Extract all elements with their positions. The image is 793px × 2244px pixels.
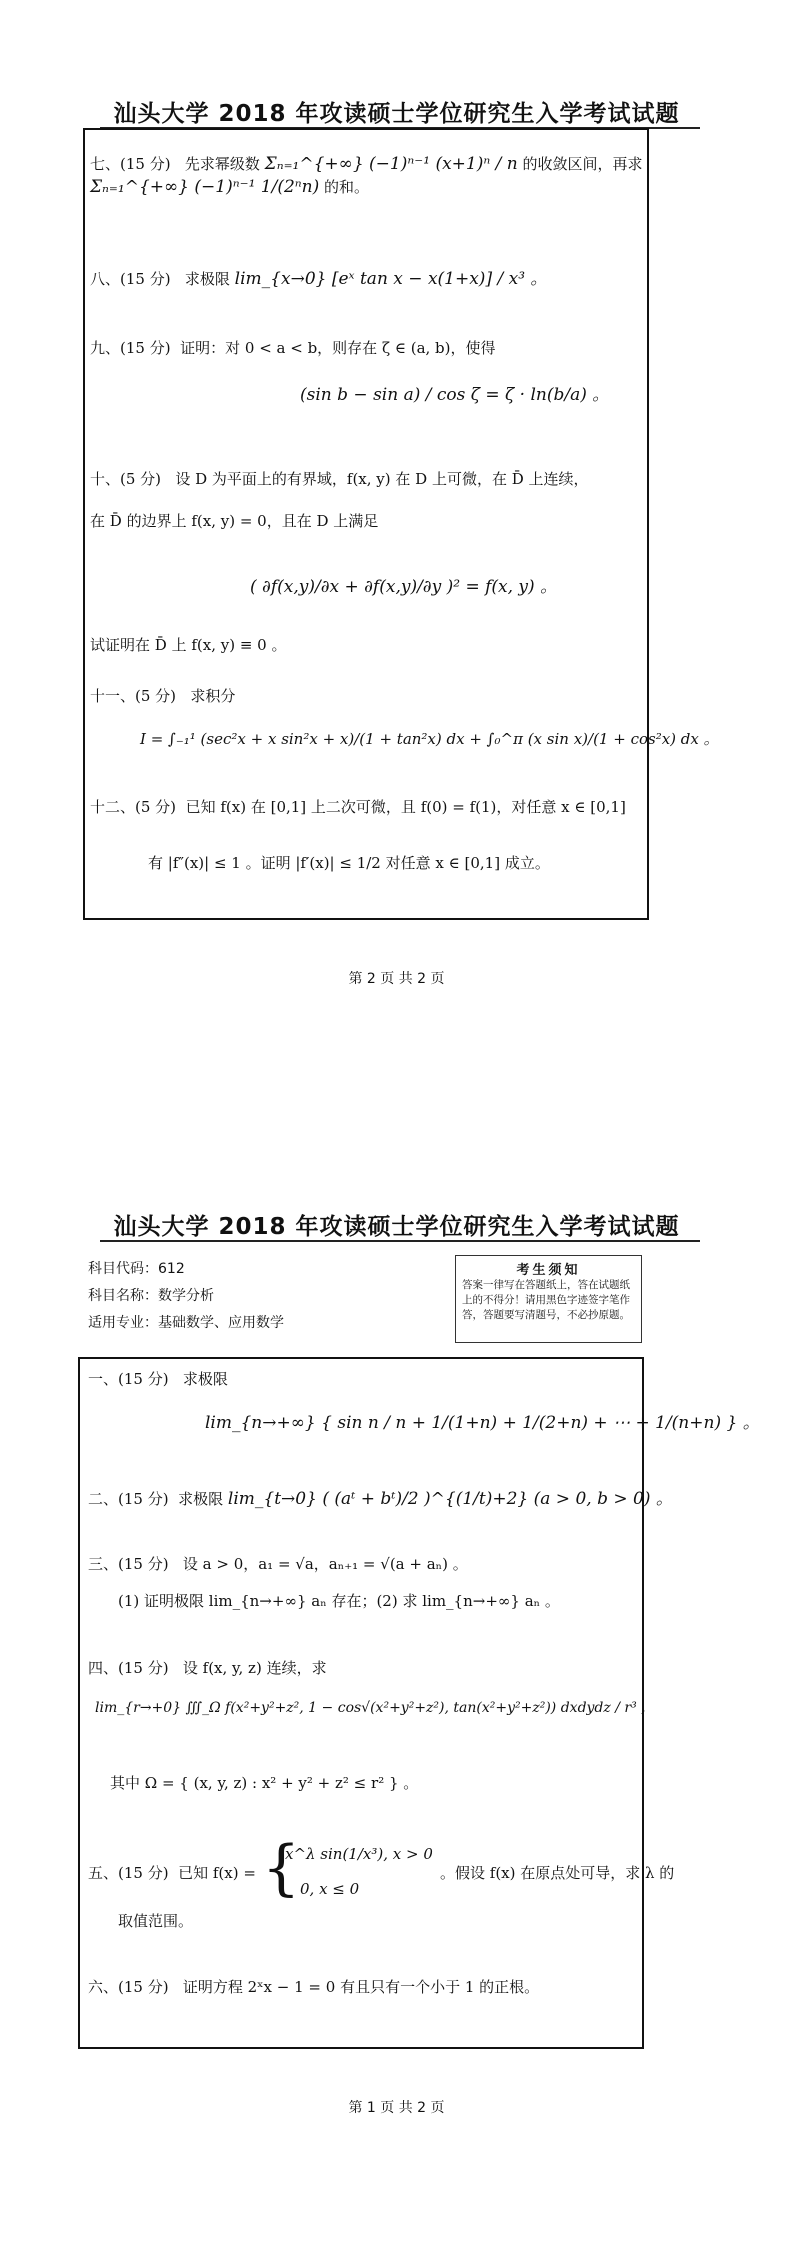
question-text: 设 a > 0，a₁ = √a，aₙ₊₁ = √(a + aₙ) 。: [182, 1555, 468, 1573]
question-10: [90, 468, 589, 490]
question-text: 求积分: [190, 687, 236, 705]
question-text: 试证明在 D̄ 上 f(x, y) ≡ 0 。: [90, 636, 287, 654]
question-text: 其中 Ω = { (x, y, z) : x² + y² + z² ≤ r² } 。: [110, 1774, 419, 1792]
question-label: 三、(15 分): [88, 1555, 169, 1573]
question-text: 求极限: [184, 270, 230, 288]
question-text: 已知 f(x) =: [178, 1864, 256, 1882]
question-4: [88, 1657, 327, 1679]
question-5: [88, 1862, 256, 1884]
question-label: 六、(15 分): [88, 1978, 169, 1996]
question-label: 八、(15 分): [90, 270, 171, 288]
question-8: [90, 268, 547, 290]
formula: Σₙ₌₁^{+∞} (−1)ⁿ⁻¹ 1/(2ⁿn): [90, 177, 320, 197]
question-text: 先求幂级数: [184, 155, 260, 173]
question-text: 的收敛区间，再求: [522, 155, 643, 173]
notice-title: 考生须知: [516, 1263, 581, 1278]
question-text: 证明：对 0 < a < b，则存在 ζ ∈ (a, b)，使得: [180, 339, 496, 357]
question-9: [90, 337, 496, 359]
subject-code: 科目代码：612: [88, 1261, 185, 1277]
formula: Σₙ₌₁^{+∞} (−1)ⁿ⁻¹ (x+1)ⁿ / n: [264, 154, 518, 174]
question-3-sub: (1) 证明极限 lim_{n→+∞} aₙ 存在；(2) 求 lim_{n→+∞} aₙ 。: [118, 1592, 560, 1610]
question-7-cont: [90, 176, 369, 198]
question-text: 求极限: [182, 1370, 228, 1388]
question-label: 十二、(5 分): [90, 798, 177, 816]
question-label: 五、(15 分): [88, 1864, 169, 1882]
question-text: 证明方程 2ˣx − 1 = 0 有且只有一个小于 1 的正根。: [182, 1978, 540, 1996]
page-title: 汕头大学 2018 年攻读硕士学位研究生入学考试试题: [113, 101, 680, 127]
question-text: 已知 f(x) 在 [0,1] 上二次可微，且 f(0) = f(1)，对任意 x ∈ [0,1]: [185, 798, 626, 816]
piecewise-case: 0, x ≤ 0: [300, 1880, 360, 1898]
question-label: 十、(5 分): [90, 470, 162, 488]
subject-name: 科目名称：数学分析: [88, 1288, 214, 1304]
piecewise-case: x^λ sin(1/x³), x > 0: [285, 1845, 433, 1863]
question-6: [88, 1976, 539, 1998]
page-footer: 第 2 页 共 2 页: [348, 971, 445, 987]
question-1: [88, 1368, 228, 1390]
piecewise-brace: {: [262, 1833, 301, 1903]
formula: lim_{t→0} ( (aᵗ + bᵗ)/2 )^{(1/t)+2} (a > 0, b > 0) 。: [227, 1489, 673, 1509]
question-label: 十一、(5 分): [90, 687, 177, 705]
question-text: 设 f(x, y, z) 连续，求: [182, 1659, 327, 1677]
question-label: 二、(15 分): [88, 1490, 169, 1508]
question-3: [88, 1553, 468, 1575]
question-label: 九、(15 分): [90, 339, 171, 357]
question-7: [90, 153, 643, 175]
notice-body: 答案一律写在答题纸上，答在试题纸上的不得分！请用黑色字迹签字笔作答，答题要写清题号，不必抄原题。: [462, 1279, 630, 1321]
formula: ( ∂f(x,y)/∂x + ∂f(x,y)/∂y )² = f(x, y) 。: [250, 577, 558, 597]
question-12: [90, 796, 626, 818]
page-footer: 第 1 页 共 2 页: [348, 2100, 445, 2116]
exam-notice-box: [455, 1255, 642, 1343]
question-text: 。假设 f(x) 在原点处可导，求 λ 的: [440, 1864, 675, 1882]
question-text: 的和。: [324, 178, 370, 196]
question-text: 有 |f″(x)| ≤ 1 。证明 |f′(x)| ≤ 1/2 对任意 x ∈ [0,1] 成立。: [148, 854, 550, 872]
question-label: 一、(15 分): [88, 1370, 169, 1388]
formula: lim_{x→0} [eˣ tan x − x(1+x)] / x³ 。: [234, 269, 548, 289]
question-2: [88, 1488, 673, 1510]
formula: lim_{n→+∞} { sin n / n + 1/(1+n) + 1/(2+n) + ⋯ + 1/(n+n) } 。: [205, 1413, 760, 1433]
formula: I = ∫₋₁¹ (sec²x + x sin²x + x)/(1 + tan²x) dx + ∫₀^π (x sin x)/(1 + cos²x) dx 。: [140, 730, 719, 748]
page-title: 汕头大学 2018 年攻读硕士学位研究生入学考试试题: [113, 1214, 680, 1240]
question-11: [90, 685, 235, 707]
question-label: 七、(15 分): [90, 155, 171, 173]
applicable-major: 适用专业：基础数学、应用数学: [88, 1315, 284, 1331]
question-text: 在 D̄ 的边界上 f(x, y) = 0，且在 D 上满足: [90, 512, 379, 530]
question-label: 四、(15 分): [88, 1659, 169, 1677]
formula: (sin b − sin a) / cos ζ = ζ · ln(b/a) 。: [300, 385, 610, 405]
question-text: 求极限: [178, 1490, 224, 1508]
title-underline: [100, 1240, 700, 1242]
question-text: 设 D 为平面上的有界域，f(x, y) 在 D 上可微，在 D̄ 上连续，: [175, 470, 589, 488]
question-text: 取值范围。: [118, 1912, 194, 1930]
formula: lim_{r→+0} ∭_Ω f(x²+y²+z², 1 − cos√(x²+y²+z²), tan(x²+y²+z²)) dxdydz / r³ ,: [95, 1700, 646, 1716]
